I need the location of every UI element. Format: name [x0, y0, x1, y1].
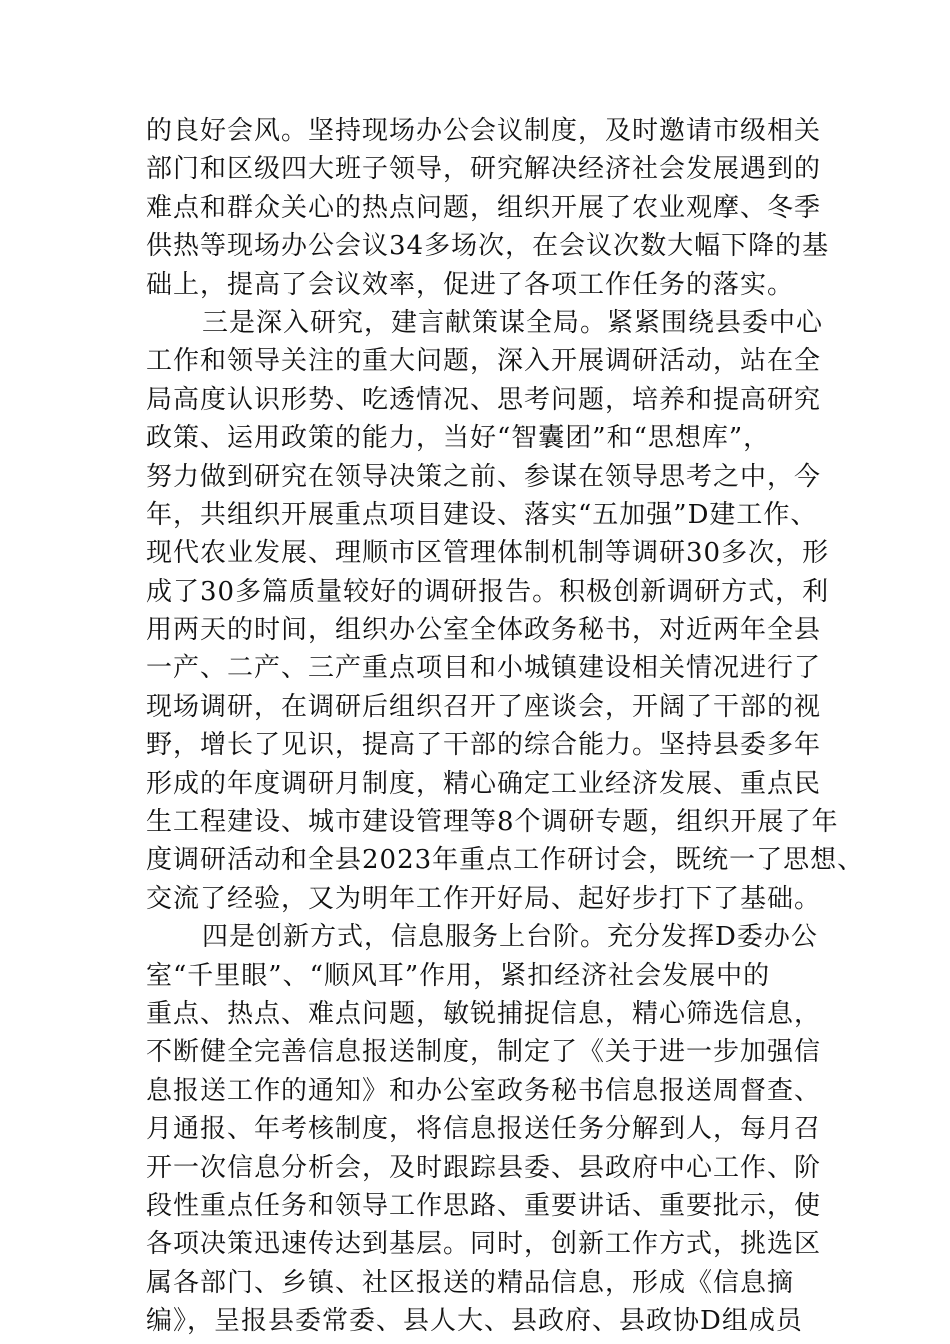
text-line: 月通报、年考核制度，将信息报送任务分解到人，每月召 [146, 1114, 822, 1145]
text-line: 息报送工作的通知》和办公室政务秘书信息报送周督查、 [146, 1075, 822, 1106]
text-line: 现场调研，在调研后组织召开了座谈会，开阔了干部的视 [146, 691, 822, 722]
text-line: 工作和领导关注的重大问题，深入开展调研活动，站在全 [146, 346, 822, 377]
text-line: 成了30多篇质量较好的调研报告。积极创新调研方式，利 [146, 576, 830, 607]
text-line: 段性重点任务和领导工作思路、重要讲话、重要批示，使 [146, 1190, 822, 1221]
text-line: 交流了经验，又为明年工作开好局、起好步打下了基础。 [146, 883, 822, 914]
text-line: 供热等现场办公会议34多场次，在会议次数大幅下降的基 [146, 231, 830, 262]
text-line: 室“千里眼”、“顺风耳”作用，紧扣经济社会发展中的 [146, 960, 771, 991]
text-line: 础上，提高了会议效率，促进了各项工作任务的落实。 [146, 269, 795, 300]
text-line: 属各部门、乡镇、社区报送的精品信息，形成《信息摘 [146, 1267, 795, 1298]
text-line: 政策、运用政策的能力，当好“智囊团”和“思想库”， [146, 423, 771, 454]
text-line: 不断健全完善信息报送制度，制定了《关于进一步加强信 [146, 1037, 822, 1068]
paragraph-start-line: 三是深入研究，建言献策谋全局。紧紧围绕县委中心 [202, 307, 824, 338]
text-line: 一产、二产、三产重点项目和小城镇建设相关情况进行了 [146, 653, 822, 684]
document-body [146, 112, 865, 1341]
text-line: 生工程建设、城市建设管理等8个调研专题，组织开展了年 [146, 807, 839, 838]
text-line: 部门和区级四大班子领导，研究解决经济社会发展遇到的 [146, 154, 822, 185]
paragraph-start-line: 四是创新方式，信息服务上台阶。充分发挥D委办公 [202, 922, 818, 953]
text-line: 编》，呈报县委常委、县人大、县政府、县政协D组成员 [146, 1306, 803, 1337]
text-line: 形成的年度调研月制度，精心确定工业经济发展、重点民 [146, 768, 822, 799]
text-line: 重点、热点、难点问题，敏锐捕捉信息，精心筛选信息， [146, 998, 822, 1029]
text-line: 年，共组织开展重点项目建设、落实“五加强”D建工作、 [146, 499, 818, 530]
text-line: 局高度认识形势、吃透情况、思考问题，培养和提高研究 [146, 384, 822, 415]
text-line: 各项决策迅速传达到基层。同时，创新工作方式，挑选区 [146, 1229, 822, 1260]
text-line: 努力做到研究在领导决策之前、参谋在领导思考之中，今 [146, 461, 822, 492]
text-line: 的良好会风。坚持现场办公会议制度，及时邀请市级相关 [146, 116, 822, 146]
text-line: 用两天的时间，组织办公室全体政务秘书，对近两年全县 [146, 615, 822, 646]
text-line: 现代农业发展、理顺市区管理体制机制等调研30多次，形 [146, 538, 830, 569]
text-line: 难点和群众关心的热点问题，组织开展了农业观摩、冬季 [146, 192, 822, 223]
text-line: 野，增长了见识，提高了干部的综合能力。坚持县委多年 [146, 730, 822, 761]
text-line: 度调研活动和全县2023年重点工作研讨会，既统一了思想、 [146, 845, 865, 876]
text-line: 开一次信息分析会，及时跟踪县委、县政府中心工作、阶 [146, 1152, 822, 1183]
